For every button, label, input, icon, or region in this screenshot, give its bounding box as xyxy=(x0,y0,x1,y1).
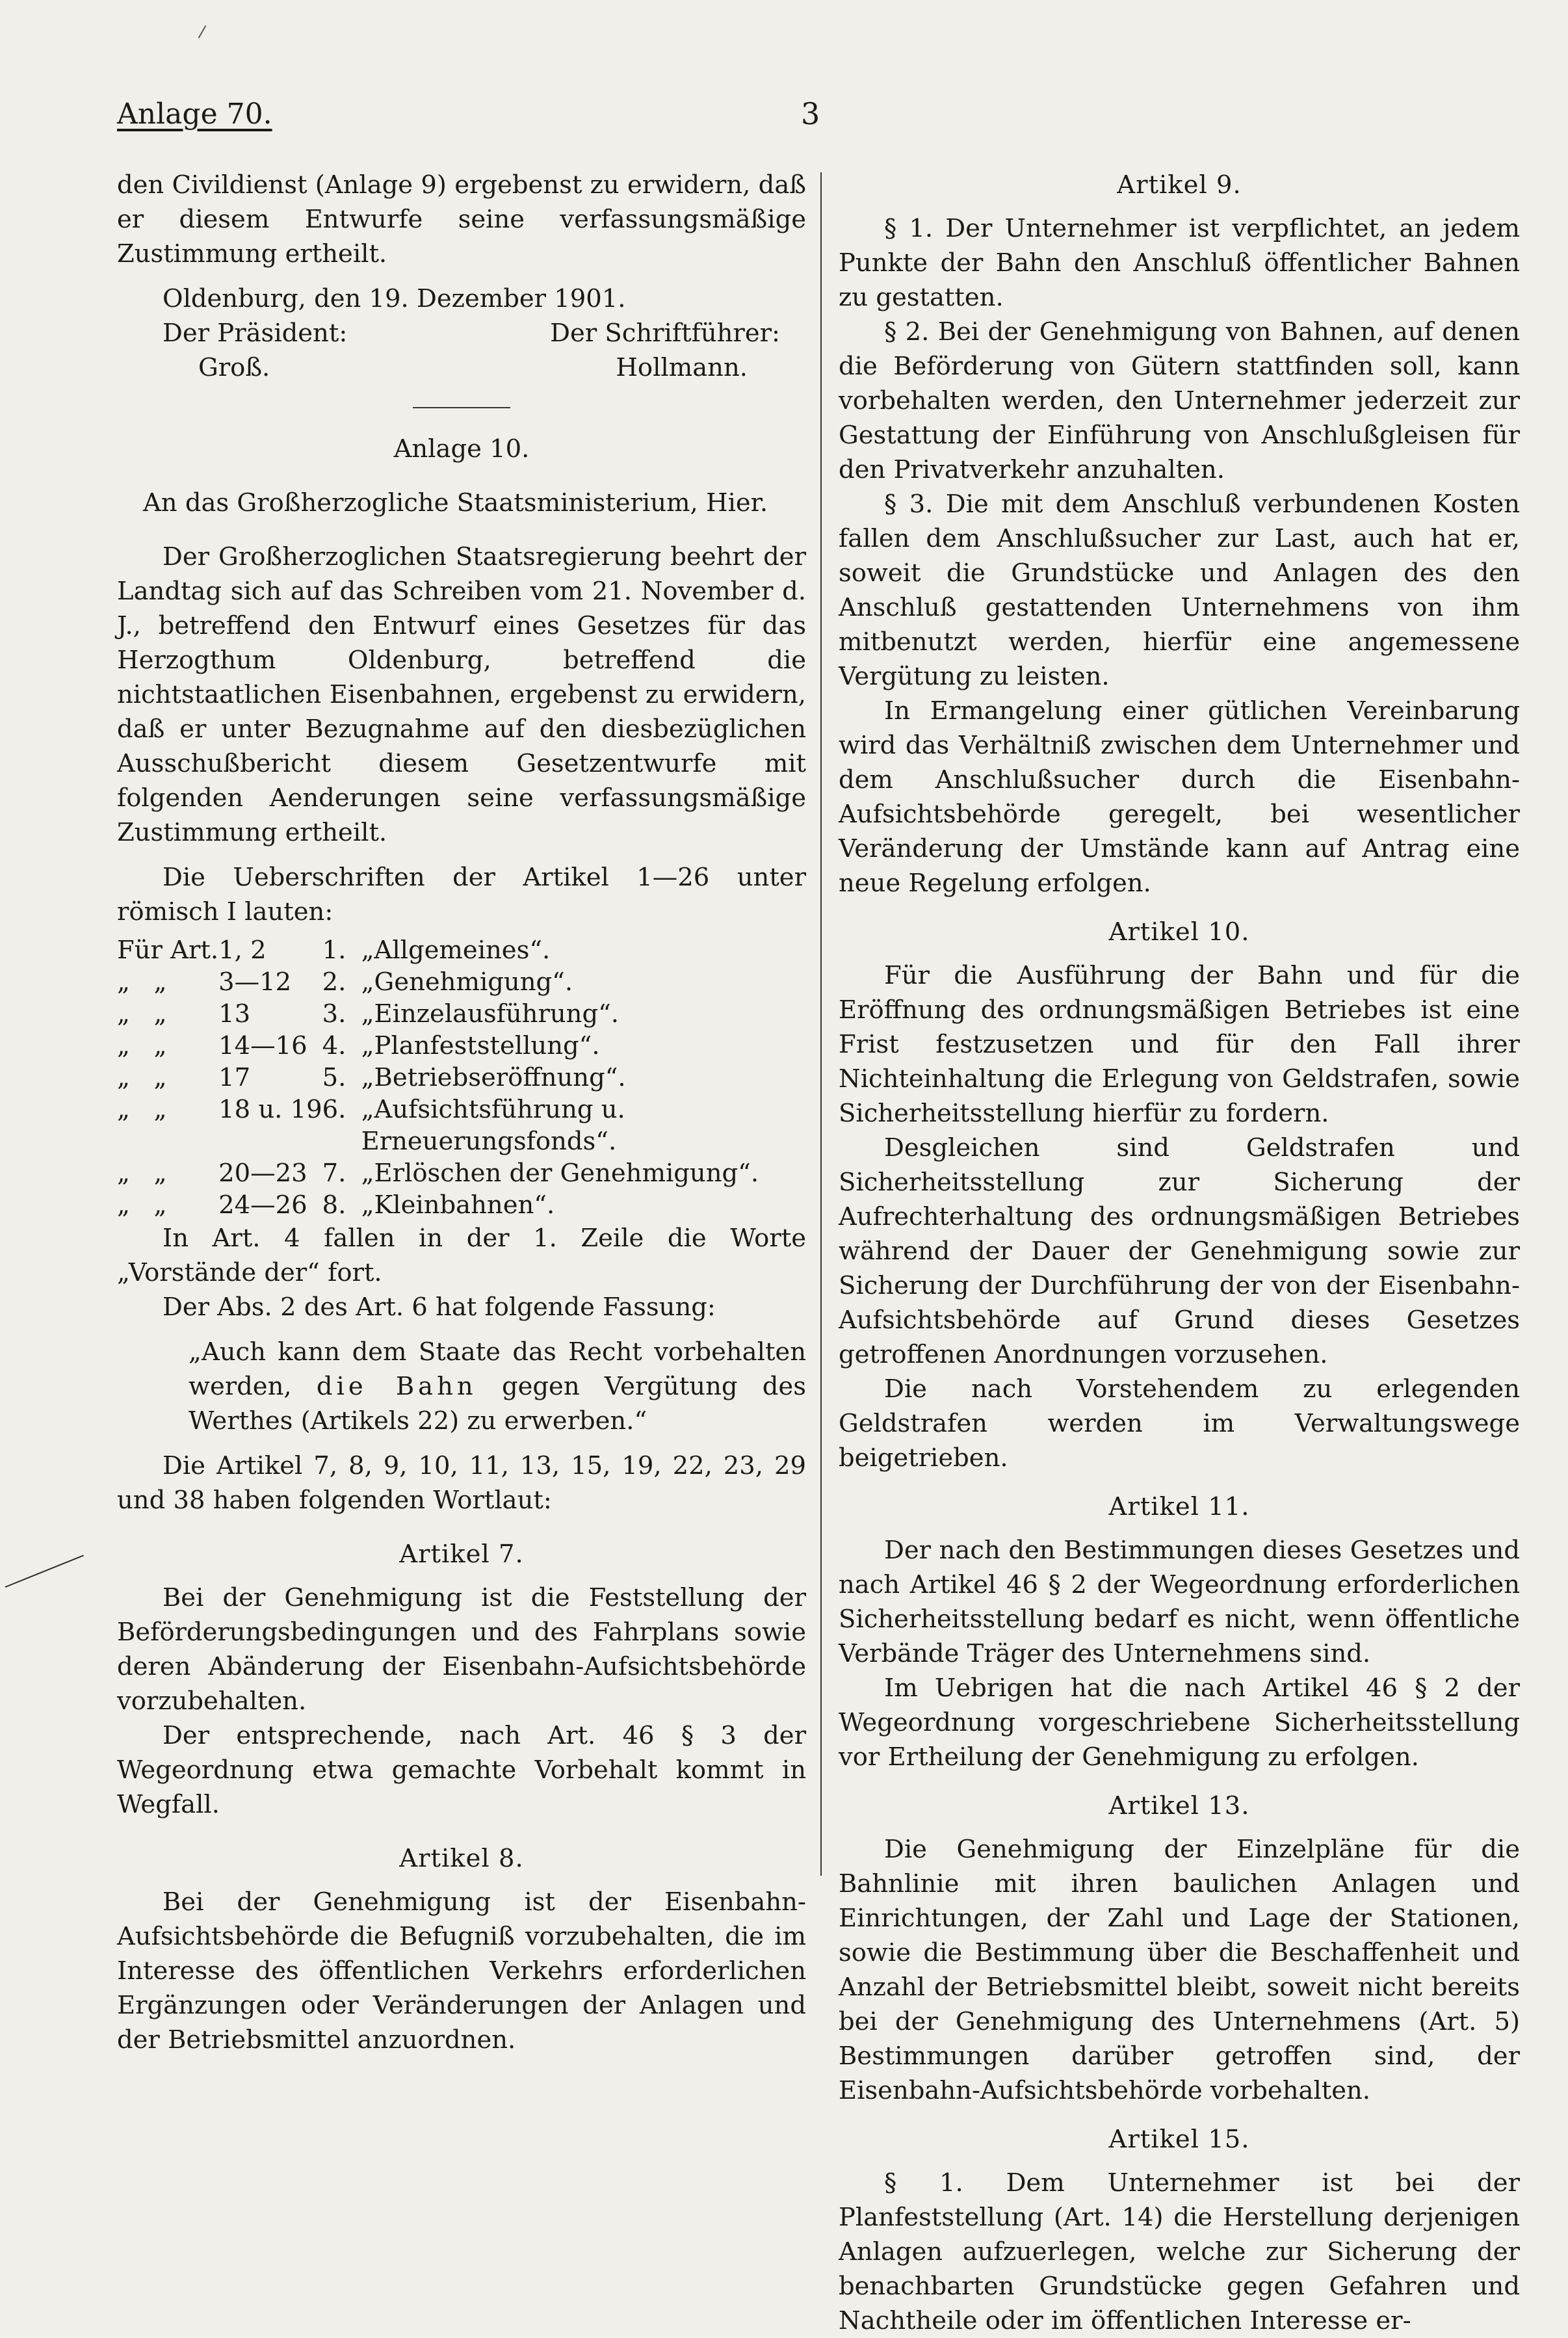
table-row: „ „ 3—12 2. „Genehmigung“. xyxy=(117,967,573,997)
table-row: „ „ 20—23 7. „Erlöschen der Genehmigung“. xyxy=(117,1159,759,1188)
president-title: Der Präsident: xyxy=(163,319,348,348)
article-11-heading: Artikel 11. xyxy=(1108,1492,1250,1521)
article-15-heading: Artikel 15. xyxy=(1108,2125,1250,2154)
signature-names xyxy=(117,350,806,385)
paragraph: § 1. Dem Unternehmer ist bei der Planfeststellung (Art. 14) die Herstellung derjenigen Anlagen aufzuerlegen, welche zur Sicherung der benachbarten Grundstücke gegen Gefahren und Nachtheile oder im öffentlichen Interesse er- xyxy=(839,2168,1520,2335)
left-column xyxy=(117,168,806,2057)
paragraph: In Art. 4 fallen in der 1. Zeile die Worte „Vorstände der“ fort. xyxy=(117,1224,806,1287)
paragraph: Der Großherzoglichen Staatsregierung beehrt der Landtag sich auf das Schreiben vom 21. November d. J., betreffend den Entwurf eines Gesetzes für das Herzogthum Oldenburg, betreffend die nichtstaatlichen Eisenbahnen, ergebenst zu erwidern, daß er unter Bezugnahme auf den diesbezüglichen Ausschußbericht diesem Gesetzentwurfe mit folgenden Aenderungen seine verfassungsmäßige Zustimmung ertheilt. xyxy=(117,542,806,847)
column-divider xyxy=(820,172,822,1876)
quoted-text: „Auch kann dem Staate das Recht vorbehalten werden, die Bahn gegen Vergütung des Werthes (Artikels 22) zu erwerben.“ xyxy=(189,1337,806,1436)
paragraph: Die Artikel 7, 8, 9, 10, 11, 13, 15, 19, 22, 23, 29 und 38 haben folgenden Wortlaut: xyxy=(117,1451,806,1515)
paragraph: Der Abs. 2 des Art. 6 hat folgende Fassung: xyxy=(163,1293,716,1322)
margin-ink-stroke xyxy=(5,1555,84,1588)
page-header xyxy=(0,0,1568,156)
paragraph: Die nach Vorstehendem zu erlegenden Geldstrafen werden im Verwaltungswege beigetrieben. xyxy=(839,1374,1520,1473)
page-number: 3 xyxy=(801,96,820,131)
secretary-name: Hollmann. xyxy=(616,353,748,382)
table-row: „ „ 17 5. „Betriebseröffnung“. xyxy=(117,1063,626,1092)
paragraph: Bei der Genehmigung ist die Feststellung der Beförderungsbedingungen und des Fahrplans sowie deren Abänderung der Eisenbahn-Aufsichtsbehörde vorzubehalten. xyxy=(117,1583,806,1716)
headings-overview-table xyxy=(117,934,777,1221)
table-row: „ „ 18 u. 19 6. „Aufsichtsführung u. Erneuerungsfonds“. xyxy=(117,1095,625,1156)
paragraph: § 1. Der Unternehmer ist verpflichtet, an jedem Punkte der Bahn den Anschluß öffentlicher Bahnen zu gestatten. xyxy=(839,214,1520,312)
paragraph: Desgleichen sind Geldstrafen und Sicherheitsstellung zur Sicherung der Aufrechterhaltung des ordnungsmäßigen Betriebes während der Dauer der Genehmigung sowie zur Sicherung der Durchführung der von der Eisenbahn-Aufsichtsbehörde auf Grund dieses Gesetzes getroffenen Anordnungen vorzusehen. xyxy=(839,1133,1520,1369)
secretary-title: Der Schriftführer: xyxy=(550,319,780,348)
place-date: Oldenburg, den 19. Dezember 1901. xyxy=(163,284,626,313)
right-column xyxy=(839,168,1520,2338)
paragraph: In Ermangelung einer gütlichen Vereinbarung wird das Verhältniß zwischen dem Unternehmer und dem Anschlußsucher durch die Eisenbahn-Aufsichtsbehörde geregelt, bei wesentlicher Veränderung der Umstände kann auf Antrag eine neue Regelung erfolgen. xyxy=(839,696,1520,898)
article-10-heading: Artikel 10. xyxy=(1108,917,1250,947)
spaced-emphasis: die Bahn xyxy=(316,1372,477,1401)
table-row: „ „ 14—16 4. „Planfeststellung“. xyxy=(117,1031,600,1060)
section-divider xyxy=(413,407,510,408)
table-row: Für Art. 1, 2 1. „Allgemeines“. xyxy=(117,936,551,965)
signature-titles xyxy=(117,316,806,350)
addressee: An das Großherzogliche Staatsministerium, Hier. xyxy=(143,488,768,518)
paragraph: Der entsprechende, nach Art. 46 § 3 der Wegeordnung etwa gemachte Vorbehalt kommt in Wegfall. xyxy=(117,1721,806,1819)
paragraph: Für die Ausführung der Bahn und für die Eröffnung des ordnungsmäßigen Betriebes ist eine Frist festzusetzen und für den Fall ihrer Nichteinhaltung die Erlegung von Geldstrafen, sowie Sicherheitsstellung hierfür zu fordern. xyxy=(839,961,1520,1128)
paragraph: Im Uebrigen hat die nach Artikel 46 § 2 der Wegeordnung vorgeschriebene Sicherheitsstellung vor Ertheilung der Genehmigung zu erfolgen. xyxy=(839,1674,1520,1772)
paragraph: Bei der Genehmigung ist der Eisenbahn-Aufsichtsbehörde die Befugniß vorzubehalten, die im Interesse des öffentlichen Verkehrs erforderlichen Ergänzungen oder Veränderungen der Anlagen und der Betriebsmittel anzuordnen. xyxy=(117,1887,806,2055)
annex-label: Anlage 70. xyxy=(117,98,272,131)
article-9-heading: Artikel 9. xyxy=(1117,170,1242,200)
intro-paragraph: den Civildienst (Anlage 9) ergebenst zu erwidern, daß er diesem Entwurfe seine verfassungsmäßige Zustimmung ertheilt. xyxy=(117,170,806,269)
paragraph: Der nach den Bestimmungen dieses Gesetzes und nach Artikel 46 § 2 der Wegeordnung erforderlichen Sicherheitsstellung bedarf es nicht, wenn öffentliche Verbände Träger des Unternehmens sind. xyxy=(839,1536,1520,1668)
paragraph: § 2. Bei der Genehmigung von Bahnen, auf denen die Beförderung von Gütern stattfinden soll, kann vorbehalten werden, den Unternehmer jederzeit zur Gestattung der Einführung von Anschlußgleisen für den Privatverkehr anzuhalten. xyxy=(839,317,1520,484)
president-name: Groß. xyxy=(198,353,270,382)
paragraph: Die Ueberschriften der Artikel 1—26 unter römisch I lauten: xyxy=(117,863,806,926)
article-7-heading: Artikel 7. xyxy=(399,1540,524,1569)
article-13-heading: Artikel 13. xyxy=(1108,1791,1250,1820)
article-8-heading: Artikel 8. xyxy=(399,1844,524,1873)
paragraph: Die Genehmigung der Einzelpläne für die Bahnlinie mit ihren baulichen Anlagen und Einrichtungen, der Zahl und Lage der Stationen, sowie die Bestimmung über die Beschaffenheit und Anzahl der Betriebsmittel bleibt, soweit nicht bereits bei der Genehmigung des Unternehmens (Art. 5) Bestimmungen darüber getroffen sind, der Eisenbahn-Aufsichtsbehörde vorbehalten. xyxy=(839,1835,1520,2105)
paragraph: § 3. Die mit dem Anschluß verbundenen Kosten fallen dem Anschlußsucher zur Last, auch hat er, soweit die Grundstücke und Anlagen des den Anschluß gestattenden Unternehmens von ihm mitbenutzt werden, hierfür eine angemessene Vergütung zu leisten. xyxy=(839,490,1520,691)
table-row: „ „ 13 3. „Einzelausführung“. xyxy=(117,999,620,1029)
anlage-10-heading: Anlage 10. xyxy=(393,434,530,464)
table-row: „ „ 24—26 8. „Kleinbahnen“. xyxy=(117,1190,555,1220)
